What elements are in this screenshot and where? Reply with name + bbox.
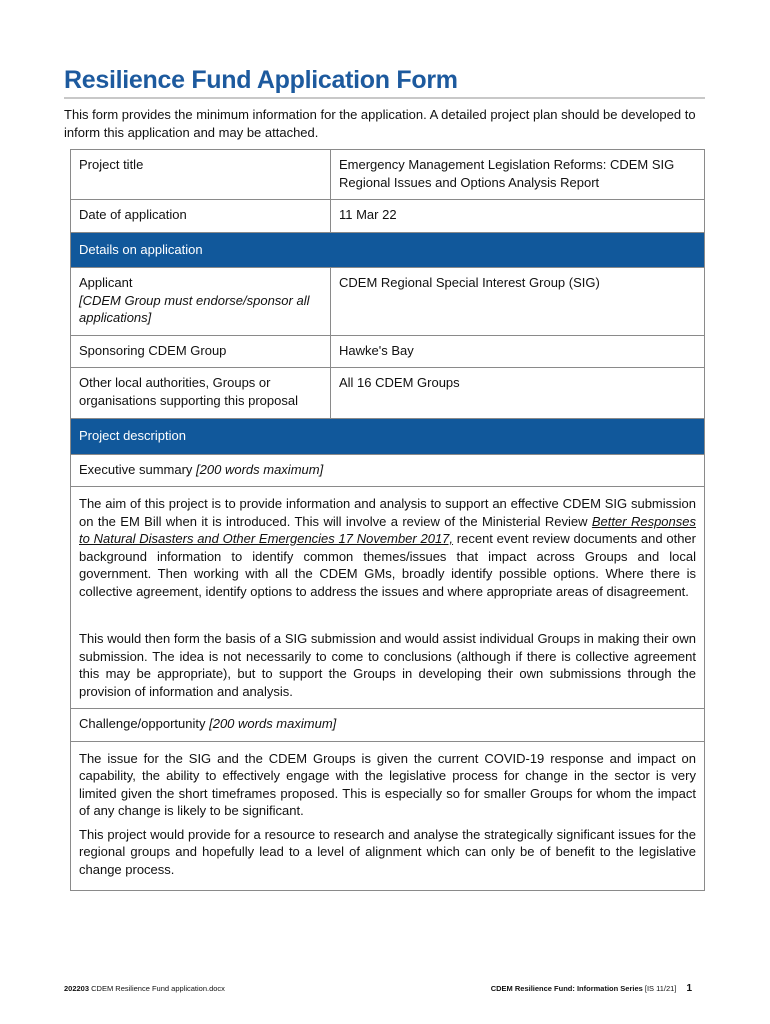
exec-summary-paragraph-1: [79, 495, 696, 600]
details-section-header: Details on application: [71, 232, 705, 268]
page-footer: [64, 983, 692, 994]
exec-summary-note: [200 words maximum]: [196, 461, 324, 477]
sponsor-value: Hawke's Bay: [331, 335, 705, 368]
supporters-value: All 16 CDEM Groups: [331, 368, 705, 419]
page-number: 1: [686, 983, 692, 994]
challenge-body-row: [71, 741, 705, 891]
intro-text: This form provides the minimum information for the application. A detailed project plan should be developed to inform this application and may be attached.: [64, 107, 696, 140]
exec-summary-body-row: [71, 487, 705, 709]
footer-file-code: 202203: [64, 984, 90, 993]
footer-series-title: CDEM Resilience Fund: Information Series: [490, 984, 643, 993]
project-title-row: [71, 150, 705, 200]
date-label: Date of application: [71, 200, 331, 233]
exec-summary-body: [71, 487, 705, 709]
description-section-header: Project description: [71, 419, 705, 455]
footer-file-name: CDEM Resilience Fund application.docx: [89, 984, 225, 993]
details-section-header-row: [71, 232, 705, 268]
ministerial-review-reference: Better Responses to Natural Disasters and Other Emergencies 17 November 2017,: [79, 513, 696, 546]
applicant-row: [71, 268, 705, 336]
challenge-note: [200 words maximum]: [209, 716, 337, 731]
sponsor-label: Sponsoring CDEM Group: [71, 335, 331, 368]
project-title-label: Project title: [71, 150, 331, 200]
supporters-label: Other local authorities, Groups or organisations supporting this proposal: [71, 368, 331, 419]
challenge-label: Challenge/opportunity: [79, 716, 206, 731]
exec-summary-label: Executive summary: [79, 461, 193, 477]
challenge-paragraph-2: This project would provide for a resource to research and analyse the strategically significant issues for the regional groups and hopefully lead to a level of alignment which can only be of benefit to the legislative change process.: [79, 826, 696, 877]
exec-summary-paragraph-2: This would then form the basis of a SIG submission and would assist individual Groups in making their own submission. The idea is not necessarily to come to conclusions (although if there is collective agreement this may be appropriate), but to support the Groups in developing their own submissions through the provision of information and analysis.: [79, 631, 696, 699]
applicant-label: Applicant: [79, 275, 133, 290]
challenge-label-row: [71, 709, 705, 742]
exec-summary-label-row: [71, 454, 705, 487]
application-form-table: [70, 149, 705, 891]
applicant-value: CDEM Regional Special Interest Group (SIG): [331, 268, 705, 336]
challenge-label-cell: [71, 709, 705, 742]
challenge-body: [71, 741, 705, 891]
footer-series: [491, 983, 692, 994]
description-section-header-row: [71, 419, 705, 455]
exec-summary-label-cell: [71, 454, 705, 487]
footer-series-code: [IS 11/21]: [642, 984, 677, 993]
challenge-paragraph-1: The issue for the SIG and the CDEM Groups is given the current COVID-19 response and impact on capability, the ability to effectively engage with the legislative process for change in the sector is very limited given the short timeframes proposed. This is especially so for smaller Groups for whom the impact of any change is likely to be significant.: [79, 750, 696, 818]
exec-summary-p1-end: recent event review documents and other background information to identify common themes/issues that impact across Groups and local government. Then working with all the CDEM GMs, broadly identify possible options. Where there is collective agreement, identify options to address the issues and where appropriate areas of disagreement.: [79, 531, 696, 599]
sponsor-row: [71, 335, 705, 368]
supporters-row: [71, 368, 705, 419]
applicant-label-cell: [71, 268, 331, 336]
applicant-note: [CDEM Group must endorse/sponsor all applications]: [79, 292, 310, 325]
exec-summary-p1-start: The aim of this project is to provide information and analysis to support an effective CDEM SIG submission on the EM Bill when it is introduced. This will involve a review of the Ministerial Review: [79, 496, 696, 529]
document-title: Resilience Fund Application Form: [64, 66, 705, 99]
date-row: [71, 200, 705, 233]
footer-filename: [64, 984, 225, 993]
project-title-value: Emergency Management Legislation Reforms: CDEM SIG Regional Issues and Options Analysis Report: [331, 150, 705, 200]
date-value: 11 Mar 22: [331, 200, 705, 233]
